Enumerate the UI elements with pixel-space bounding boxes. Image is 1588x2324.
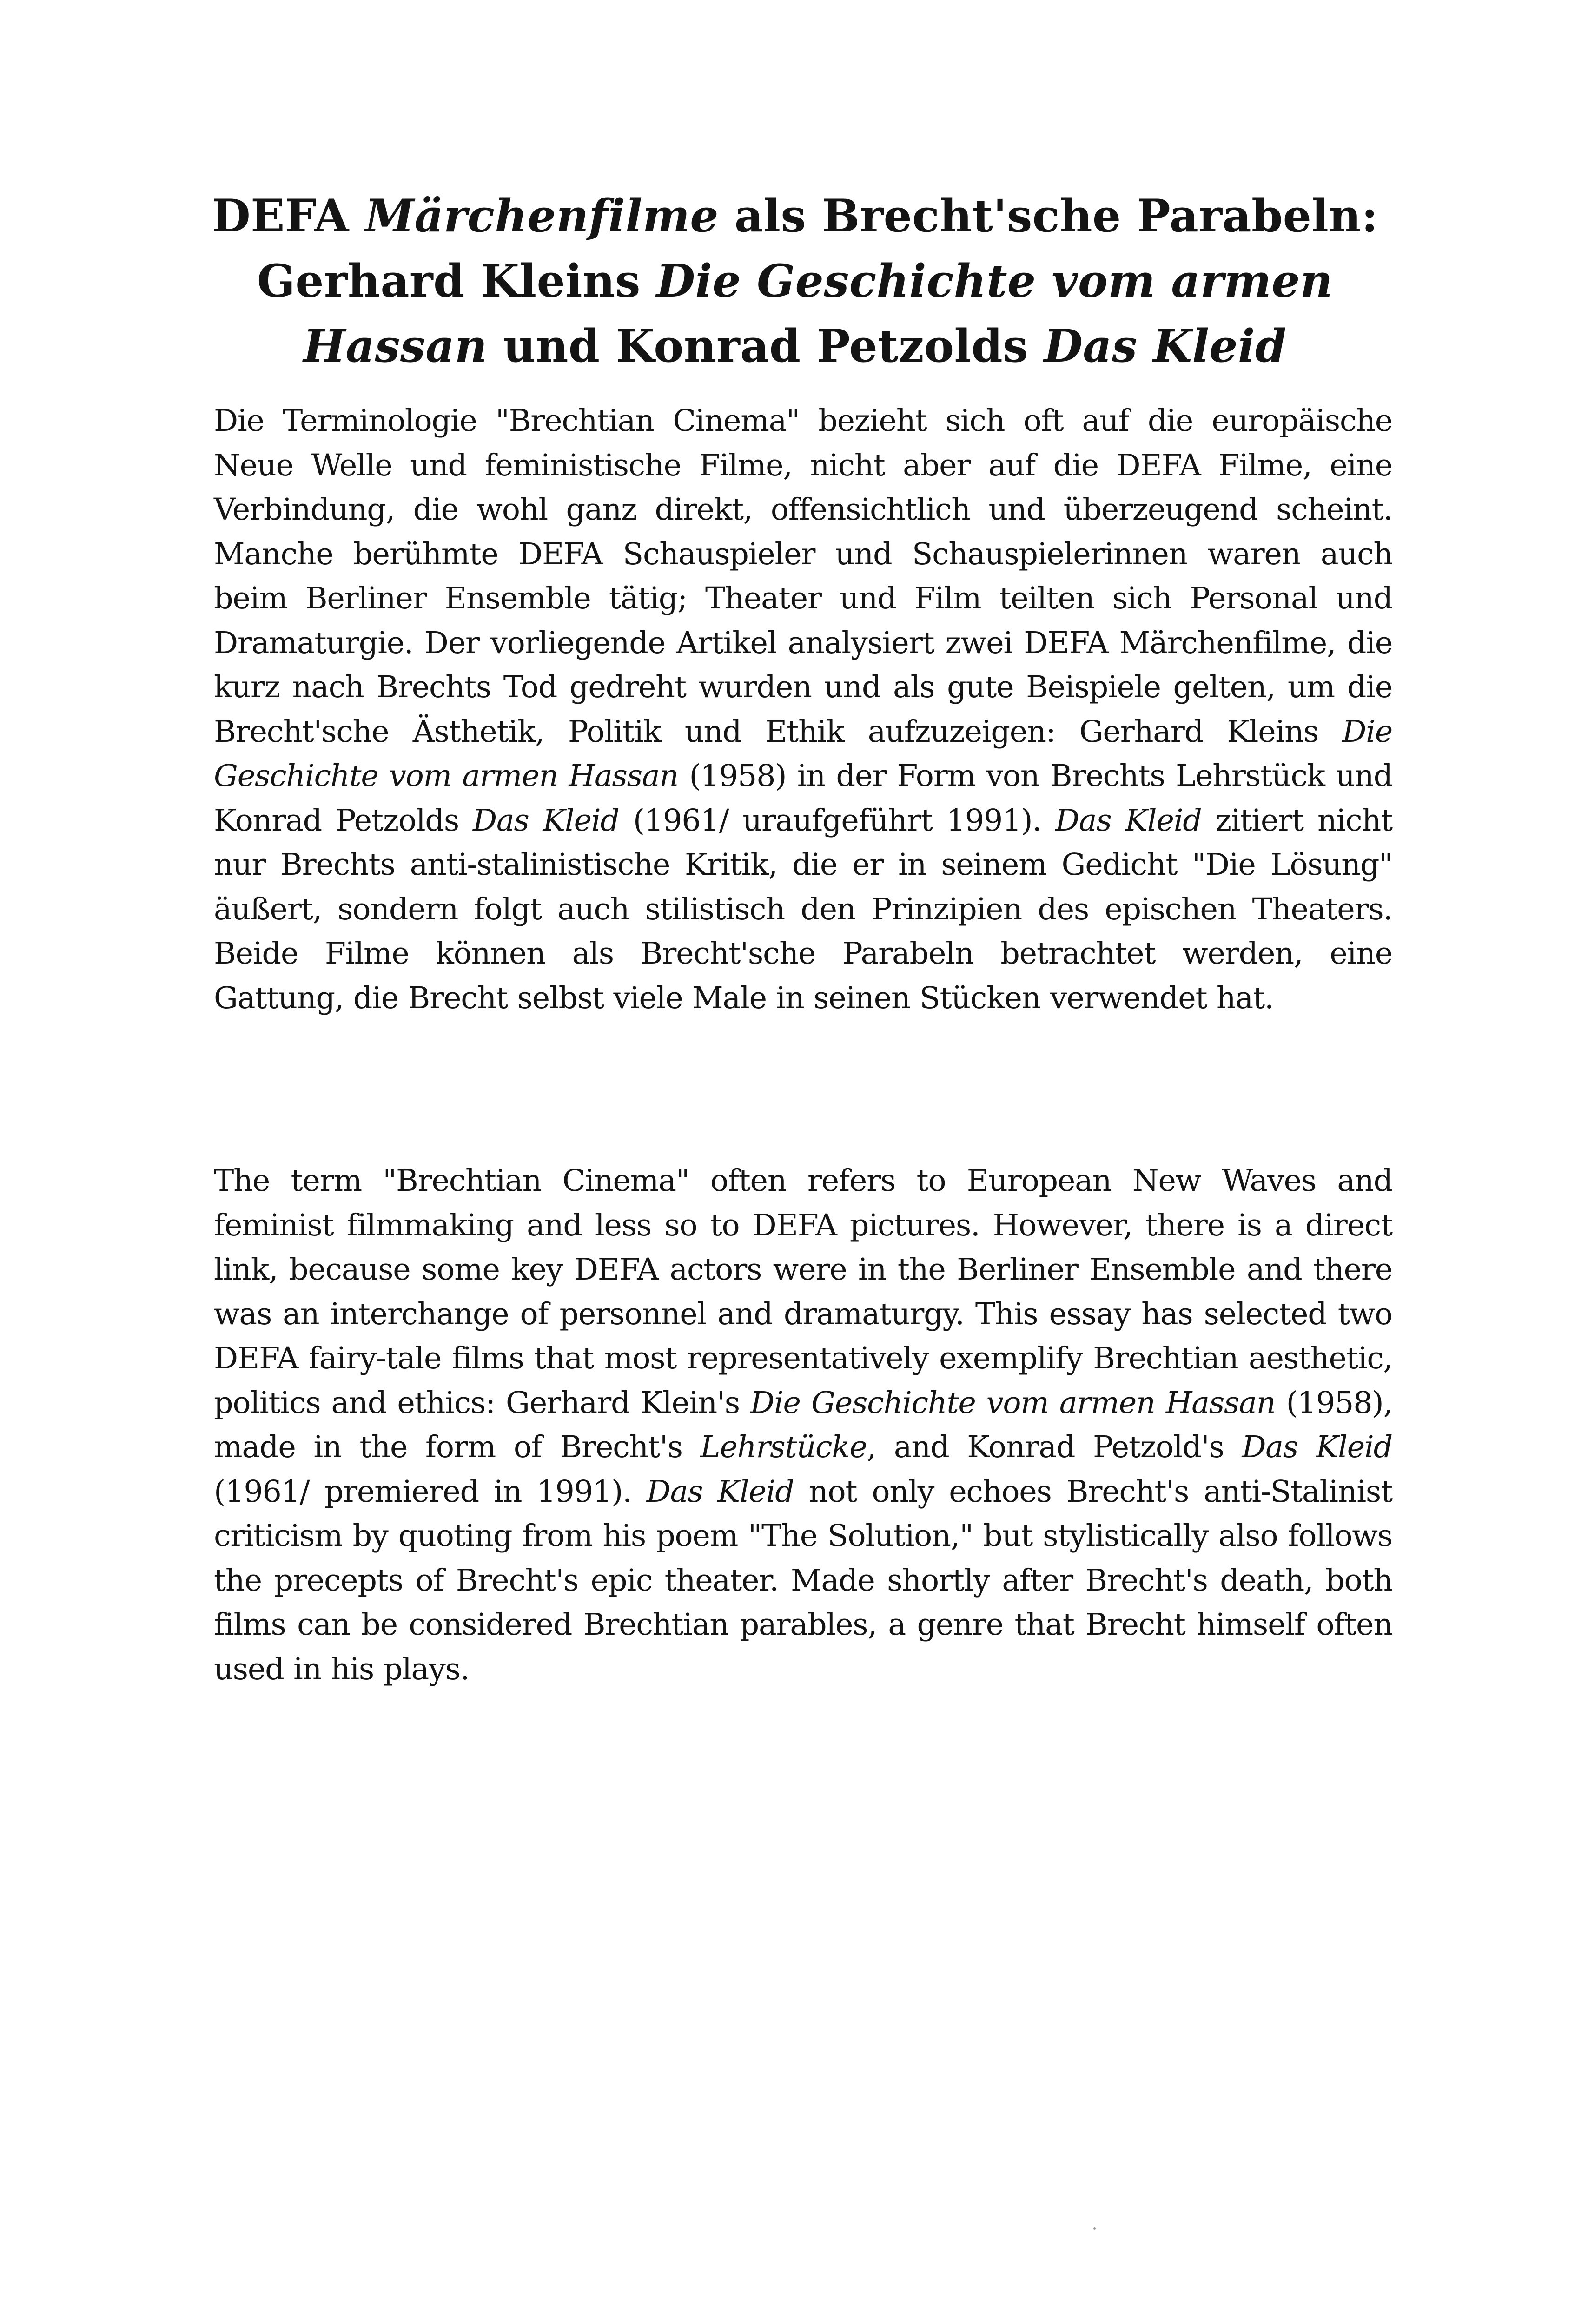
- abstract-english: The term "Brechtian Cinema" often refers to European New Waves and feminist filmmaking and less so to DEFA pictures. However, there is a direct link, because some key DEFA actors were in the Berliner Ensemble and there was an interchange of personnel and dramaturgy. This essay has selected two DEFA fairy-tale films that most representatively exemplify Brechtian aesthetic, politics and ethics: Gerhard Klein's Die Geschichte vom armen Hassan (1958), made in the form of Brecht's Lehrstücke, and Konrad Petzold's Das Kleid (1961/ premiered in 1991). Das Kleid not only echoes Brecht's anti-Stalinist criticism by quoting from his poem "The Solution," but stylistically also follows the precepts of Brecht's epic theater. Made shortly after Brecht's death, both films can be considered Brechtian parables, a genre that Brecht himself often used in his plays.: [214, 1163, 1392, 1687]
- film-title-das-kleid: Das Kleid: [646, 1474, 794, 1509]
- film-title-das-kleid: Das Kleid: [473, 803, 619, 838]
- scan-speck: [1093, 2227, 1096, 2230]
- abstract-german: Die Terminologie "Brechtian Cinema" bezieht sich oft auf die europäische Neue Welle und feministische Filme, nicht aber auf die DEFA Filme, eine Verbindung, die wohl ganz direkt, offensichtlich und überzeugend scheint. Manche berühmte DEFA Schauspieler und Schauspielerinnen waren auch beim Berliner Ensemble tätig; Theater und Film teilten sich Personal und Dramaturgie. Der vorliegende Artikel analysiert zwei DEFA Märchenfilme, die kurz nach Brechts Tod gedreht wurden und als gute Beispiele gelten, um die Brecht'sche Ästhetik, Politik und Ethik aufzuzeigen: Gerhard Kleins Die Geschichte vom armen Hassan (1958) in der Form von Brechts Lehrstück und Konrad Petzolds Das Kleid (1961/ uraufgeführt 1991). Das Kleid zitiert nicht nur Brechts anti-stalinistische Kritik, die er in seinem Gedicht "Die Lösung" äußert, sondern folgt auch stilistisch den Prinzipien des epischen Theaters. Beide Filme können als Brecht'sche Parabeln betrachtet werden, eine Gattung, die Brecht selbst viele Male in seinen Stücken verwendet hat.: [214, 403, 1392, 1016]
- title-line-3: Hassan und Konrad Petzolds Das Kleid: [303, 320, 1287, 372]
- film-title-das-kleid: Das Kleid: [1242, 1430, 1392, 1465]
- title-line-1: DEFA Märchenfilme als Brecht'sche Parabeln:: [212, 190, 1378, 242]
- article-title: [195, 184, 1395, 379]
- film-title-hassan: Die Geschichte vom armen Hassan: [750, 1385, 1276, 1420]
- film-title-hassan: Die Geschichte vom armen Hassan: [214, 714, 1392, 793]
- title-line-2: Gerhard Kleins Die Geschichte vom armen: [257, 255, 1333, 307]
- film-title-das-kleid: Das Kleid: [1055, 803, 1202, 838]
- term-lehrstuecke: Lehrstücke: [700, 1430, 867, 1465]
